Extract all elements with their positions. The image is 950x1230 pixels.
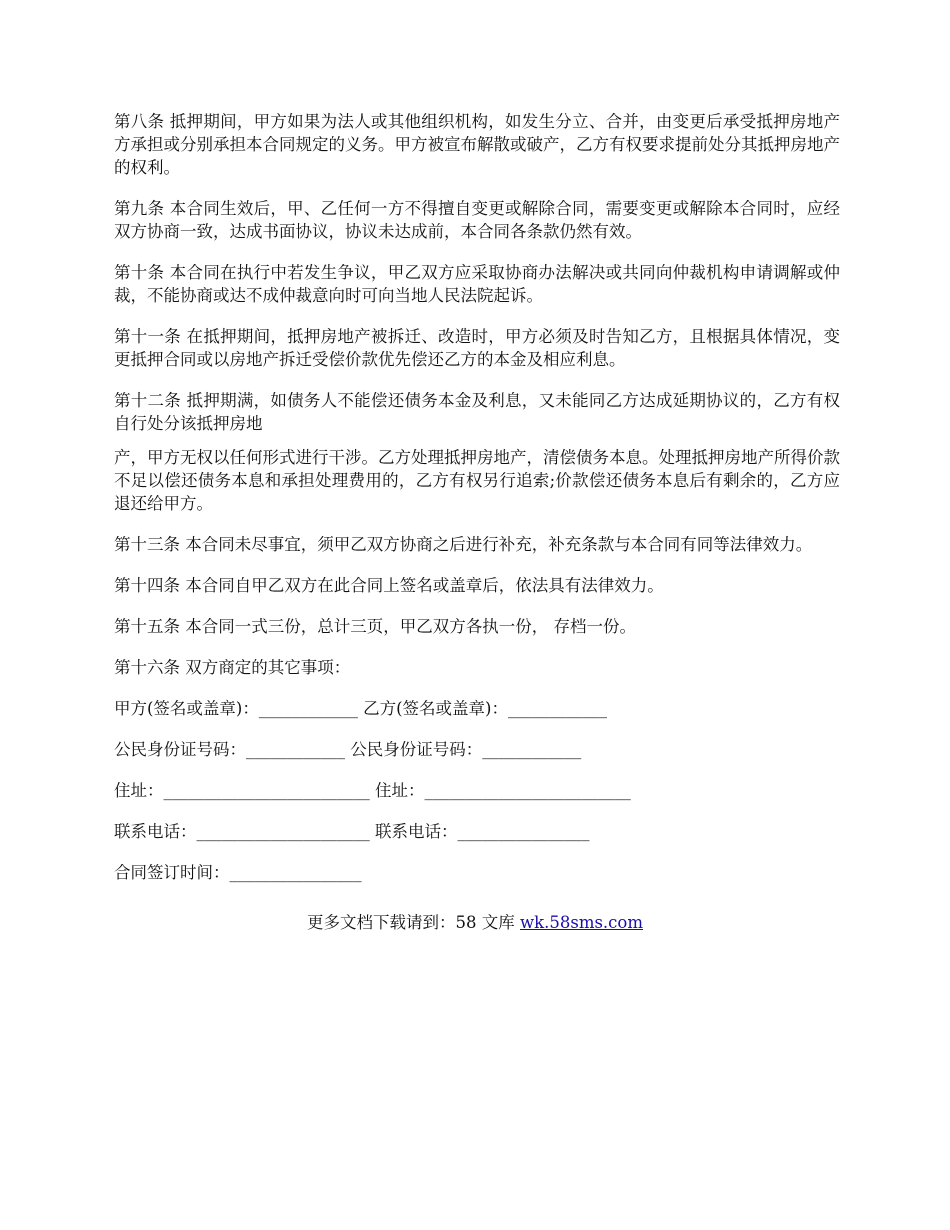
article-9: 第九条 本合同生效后，甲、乙任何一方不得擅自变更或解除合同，需要变更或解除本合同时，应经双方协商一致，达成书面协议，协议未达成前，本合同各条款仍然有效。 xyxy=(114,199,840,241)
party-signature-line: 甲方(签名或盖章)：____________ 乙方(签名或盖章)：____________ xyxy=(114,699,607,718)
signing-date-line: 合同签订时间：________________ xyxy=(114,863,362,882)
article-14: 第十四条 本合同自甲乙双方在此合同上签名或盖章后，依法具有法律效力。 xyxy=(114,576,664,595)
document-body xyxy=(114,110,840,902)
article-13: 第十三条 本合同未尽事宜，须甲乙双方协商之后进行补充，补充条款与本合同有同等法律效力。 xyxy=(114,535,813,554)
phone-line: 联系电话：_____________________ 联系电话：________________ xyxy=(114,822,590,841)
id-number-line: 公民身份证号码：____________ 公民身份证号码：____________ xyxy=(114,740,582,759)
article-8: 第八条 抵押期间，甲方如果为法人或其他组织机构，如发生分立、合并，由变更后承受抵押房地产方承担或分别承担本合同规定的义务。甲方被宣布解散或破产，乙方有权要求提前处分其抵押房地产的权利。 xyxy=(114,112,840,177)
article-10: 第十条 本合同在执行中若发生争议，甲乙双方应采取协商办法解决或共同向仲裁机构申请调解或仲裁，不能协商或达不成仲裁意向时可向当地人民法院起诉。 xyxy=(114,263,840,305)
article-11: 第十一条 在抵押期间，抵押房地产被拆迁、改造时，甲方必须及时告知乙方，且根据具体情况，变更抵押合同或以房地产拆迁受偿价款优先偿还乙方的本金及相应利息。 xyxy=(114,327,840,369)
footer-prefix: 更多文档下载请到：58 文库 xyxy=(306,913,520,932)
address-line: 住址：_________________________ 住址：_________________________ xyxy=(114,781,631,800)
article-16: 第十六条 双方商定的其它事项： xyxy=(114,658,351,677)
article-12-part1: 第十二条 抵押期满，如债务人不能偿还债务本金及利息，又未能同乙方达成延期协议的，乙方有权自行处分该抵押房地 xyxy=(114,391,840,433)
article-12-part2: 产，甲方无权以任何形式进行干涉。乙方处理抵押房地产，清偿债务本息。处理抵押房地产所得价款不足以偿还债务本息和承担处理费用的，乙方有权另行追索;价款偿还债务本息后有剩余的，乙方应退还给甲方。 xyxy=(114,448,840,513)
footer-link[interactable]: wk.58sms.com xyxy=(519,913,643,932)
download-footer xyxy=(0,911,950,934)
article-15: 第十五条 本合同一式三份，总计三页，甲乙双方各执一份， 存档一份。 xyxy=(114,617,636,636)
